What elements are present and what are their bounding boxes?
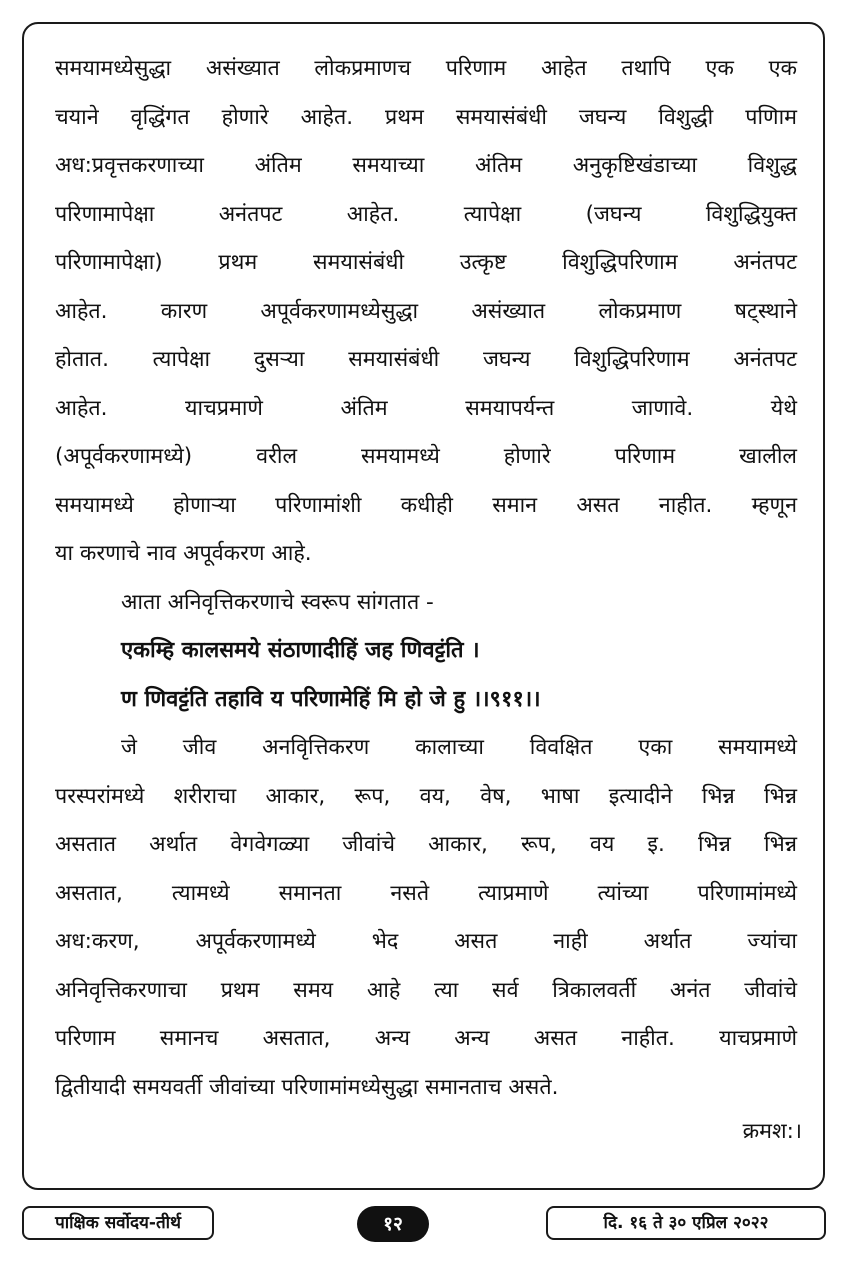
text-line: परिणाम समानच असतात, अन्य अन्य असत नाहीत. याचप्रमाणे — [55, 1026, 797, 1051]
text-line: असतात, त्यामध्ये समानता नसते त्याप्रमाणे त्यांच्या परिणामांमध्ये — [55, 880, 797, 906]
publication-name: पाक्षिक सर्वोदय-तीर्थ — [22, 1206, 214, 1240]
verse-line: एकम्हि कालसमये संठाणादीहिं जह णिवट्टंति । — [121, 638, 480, 663]
page-number: १२ — [357, 1206, 429, 1242]
text-line: परिणामापेक्षा अनंतपट आहेत. त्यापेक्षा (जघन्य विशुद्धियुक्त — [55, 201, 797, 227]
text-line: होतात. त्यापेक्षा दुसऱ्या समयासंबंधी जघन्य विशुद्धिपरिणाम अनंतपट — [55, 347, 797, 372]
text-line: चयाने वृद्धिंगत होणारे आहेत. प्रथम समयासंबंधी जघन्य विशुद्धी पणिाम — [55, 104, 797, 130]
text-line: आहेत. याचप्रमाणे अंतिम समयापर्यन्त जाणावे. येथे — [55, 395, 797, 421]
text-line: परिणामापेक्षा) प्रथम समयासंबंधी उत्कृष्ट विशुद्धिपरिणाम अनंतपट — [55, 250, 797, 275]
text-line: या करणाचे नाव अपूर्वकरण आहे. — [55, 541, 312, 566]
text-line: द्वितीयादी समयवर्ती जीवांच्या परिणामांमध्येसुद्धा समानताच असते. — [55, 1074, 559, 1100]
text-line: अध:प्रवृत्तकरणाच्या अंतिम समयाच्या अंतिम अनुकृष्टिखंडाच्या विशुद्ध — [55, 153, 797, 178]
section-intro: आता अनिवृत्तिकरणाचे स्वरूप सांगतात - — [121, 589, 434, 615]
text-line: समयामध्ये होणाऱ्या परिणामांशी कधीही समान असत नाहीत. म्हणून — [55, 492, 797, 518]
text-line: असतात अर्थात वेगवेगळ्या जीवांचे आकार, रूप, वय इ. भिन्न भिन्न — [55, 832, 797, 857]
text-line: समयामध्येसुद्धा असंख्यात लोकप्रमाणच परिणाम आहेत तथापि एक एक — [55, 56, 797, 81]
text-line: परस्परांमध्ये शरीराचा आकार, रूप, वय, वेष, भाषा इत्यादीने भिन्न भिन्न — [55, 783, 797, 809]
text-line: अध:करण, अपूर्वकरणामध्ये भेद असत नाही अर्थात ज्यांचा — [55, 929, 797, 954]
issue-date: दि. १६ ते ३० एप्रिल २०२२ — [546, 1206, 826, 1240]
body-text — [55, 45, 797, 1112]
text-line: (अपूर्वकरणामध्ये) वरील समयामध्ये होणारे परिणाम खालील — [55, 444, 797, 469]
text-line: आहेत. कारण अपूर्वकरणामध्येसुद्धा असंख्यात लोकप्रमाण षट्स्थाने — [55, 298, 797, 324]
continued-marker: क्रमश:। — [742, 1119, 802, 1144]
text-line: अनिवृत्तिकरणाचा प्रथम समय आहे त्या सर्व त्रिकालवर्ती अनंत जीवांचे — [55, 977, 797, 1003]
text-line: जे जीव अनवृित्तिकरण कालाच्या विवक्षित एका समयामध्ये — [121, 735, 797, 760]
verse-line: ण णिवट्टंति तहावि य परिणामेहिं मि हो जे हु ।।९११।। — [121, 686, 541, 712]
